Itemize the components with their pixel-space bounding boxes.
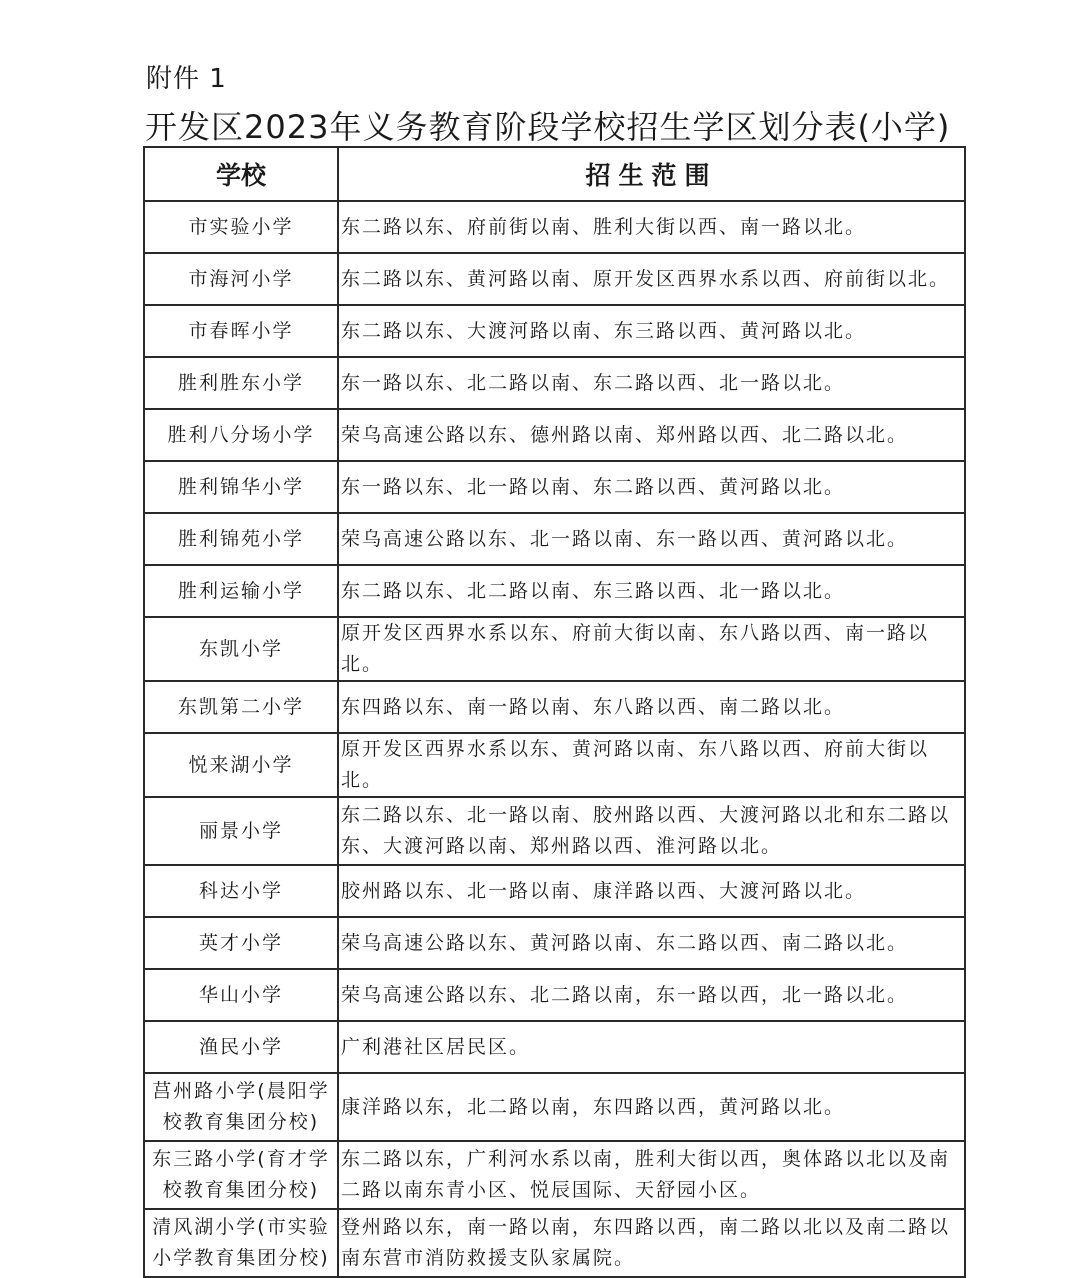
enrollment-range: 东一路以东、北二路以南、东二路以西、北一路以北。 bbox=[338, 357, 965, 409]
table-row bbox=[144, 253, 965, 305]
table-row bbox=[144, 1021, 965, 1073]
enrollment-range: 原开发区西界水系以东、府前大街以南、东八路以西、南一路以北。 bbox=[338, 617, 965, 681]
enrollment-range: 荣乌高速公路以东、德州路以南、郑州路以西、北二路以北。 bbox=[338, 409, 965, 461]
table-row bbox=[144, 969, 965, 1021]
table-row bbox=[144, 617, 965, 681]
table-row bbox=[144, 1141, 965, 1209]
school-name: 莒州路小学(晨阳学校教育集团分校) bbox=[144, 1073, 338, 1141]
enrollment-range: 登州路以东，南一路以南，东四路以西，南二路以北以及南二路以南东营市消防救援支队家属院。 bbox=[338, 1209, 965, 1277]
enrollment-range: 东二路以东、黄河路以南、原开发区西界水系以西、府前街以北。 bbox=[338, 253, 965, 305]
enrollment-range: 荣乌高速公路以东、黄河路以南、东二路以西、南二路以北。 bbox=[338, 917, 965, 969]
school-name: 悦来湖小学 bbox=[144, 733, 338, 797]
enrollment-range: 广利港社区居民区。 bbox=[338, 1021, 965, 1073]
table-row bbox=[144, 201, 965, 253]
enrollment-range: 康洋路以东，北二路以南，东四路以西，黄河路以北。 bbox=[338, 1073, 965, 1141]
school-district-table bbox=[143, 146, 966, 1278]
table-row bbox=[144, 917, 965, 969]
table-row bbox=[144, 565, 965, 617]
school-name: 胜利锦华小学 bbox=[144, 461, 338, 513]
school-name: 市春晖小学 bbox=[144, 305, 338, 357]
table-row bbox=[144, 797, 965, 865]
enrollment-range: 东一路以东、北一路以南、东二路以西、黄河路以北。 bbox=[338, 461, 965, 513]
table-row bbox=[144, 733, 965, 797]
table-row bbox=[144, 681, 965, 733]
school-name: 胜利运输小学 bbox=[144, 565, 338, 617]
table-row bbox=[144, 305, 965, 357]
enrollment-range: 东二路以东、大渡河路以南、东三路以西、黄河路以北。 bbox=[338, 305, 965, 357]
school-name: 胜利胜东小学 bbox=[144, 357, 338, 409]
enrollment-range: 原开发区西界水系以东、黄河路以南、东八路以西、府前大街以北。 bbox=[338, 733, 965, 797]
table-row bbox=[144, 513, 965, 565]
table-row bbox=[144, 1209, 965, 1277]
school-name: 科达小学 bbox=[144, 865, 338, 917]
enrollment-range: 东二路以东、北二路以南、东三路以西、北一路以北。 bbox=[338, 565, 965, 617]
school-name: 东凯第二小学 bbox=[144, 681, 338, 733]
school-name: 清风湖小学(市实验小学教育集团分校) bbox=[144, 1209, 338, 1277]
table-header-row bbox=[144, 147, 965, 201]
school-name: 渔民小学 bbox=[144, 1021, 338, 1073]
enrollment-range: 荣乌高速公路以东、北一路以南、东一路以西、黄河路以北。 bbox=[338, 513, 965, 565]
enrollment-range: 荣乌高速公路以东、北二路以南，东一路以西，北一路以北。 bbox=[338, 969, 965, 1021]
school-name: 胜利锦苑小学 bbox=[144, 513, 338, 565]
school-column-header: 学校 bbox=[144, 147, 338, 201]
school-name: 丽景小学 bbox=[144, 797, 338, 865]
enrollment-range: 东二路以东、北一路以南、胶州路以西、大渡河路以北和东二路以东、大渡河路以南、郑州路以西、淮河路以北。 bbox=[338, 797, 965, 865]
range-column-header: 招生范围 bbox=[338, 147, 965, 201]
table-row bbox=[144, 865, 965, 917]
attachment-label: 附件 1 bbox=[146, 64, 227, 94]
school-name: 市实验小学 bbox=[144, 201, 338, 253]
document-title: 开发区2023年义务教育阶段学校招生学区划分表(小学) bbox=[145, 108, 951, 146]
school-name: 胜利八分场小学 bbox=[144, 409, 338, 461]
enrollment-range: 东四路以东、南一路以南、东八路以西、南二路以北。 bbox=[338, 681, 965, 733]
table-row bbox=[144, 1073, 965, 1141]
school-name: 英才小学 bbox=[144, 917, 338, 969]
school-name: 华山小学 bbox=[144, 969, 338, 1021]
table-row bbox=[144, 409, 965, 461]
school-name: 东凯小学 bbox=[144, 617, 338, 681]
table-row bbox=[144, 461, 965, 513]
enrollment-range: 东二路以东、府前街以南、胜利大街以西、南一路以北。 bbox=[338, 201, 965, 253]
enrollment-range: 东二路以东，广利河水系以南，胜利大街以西，奥体路以北以及南二路以南东青小区、悦辰国际、天舒园小区。 bbox=[338, 1141, 965, 1209]
school-name: 市海河小学 bbox=[144, 253, 338, 305]
school-name: 东三路小学(育才学校教育集团分校) bbox=[144, 1141, 338, 1209]
enrollment-range: 胶州路以东、北一路以南、康洋路以西、大渡河路以北。 bbox=[338, 865, 965, 917]
table-row bbox=[144, 357, 965, 409]
